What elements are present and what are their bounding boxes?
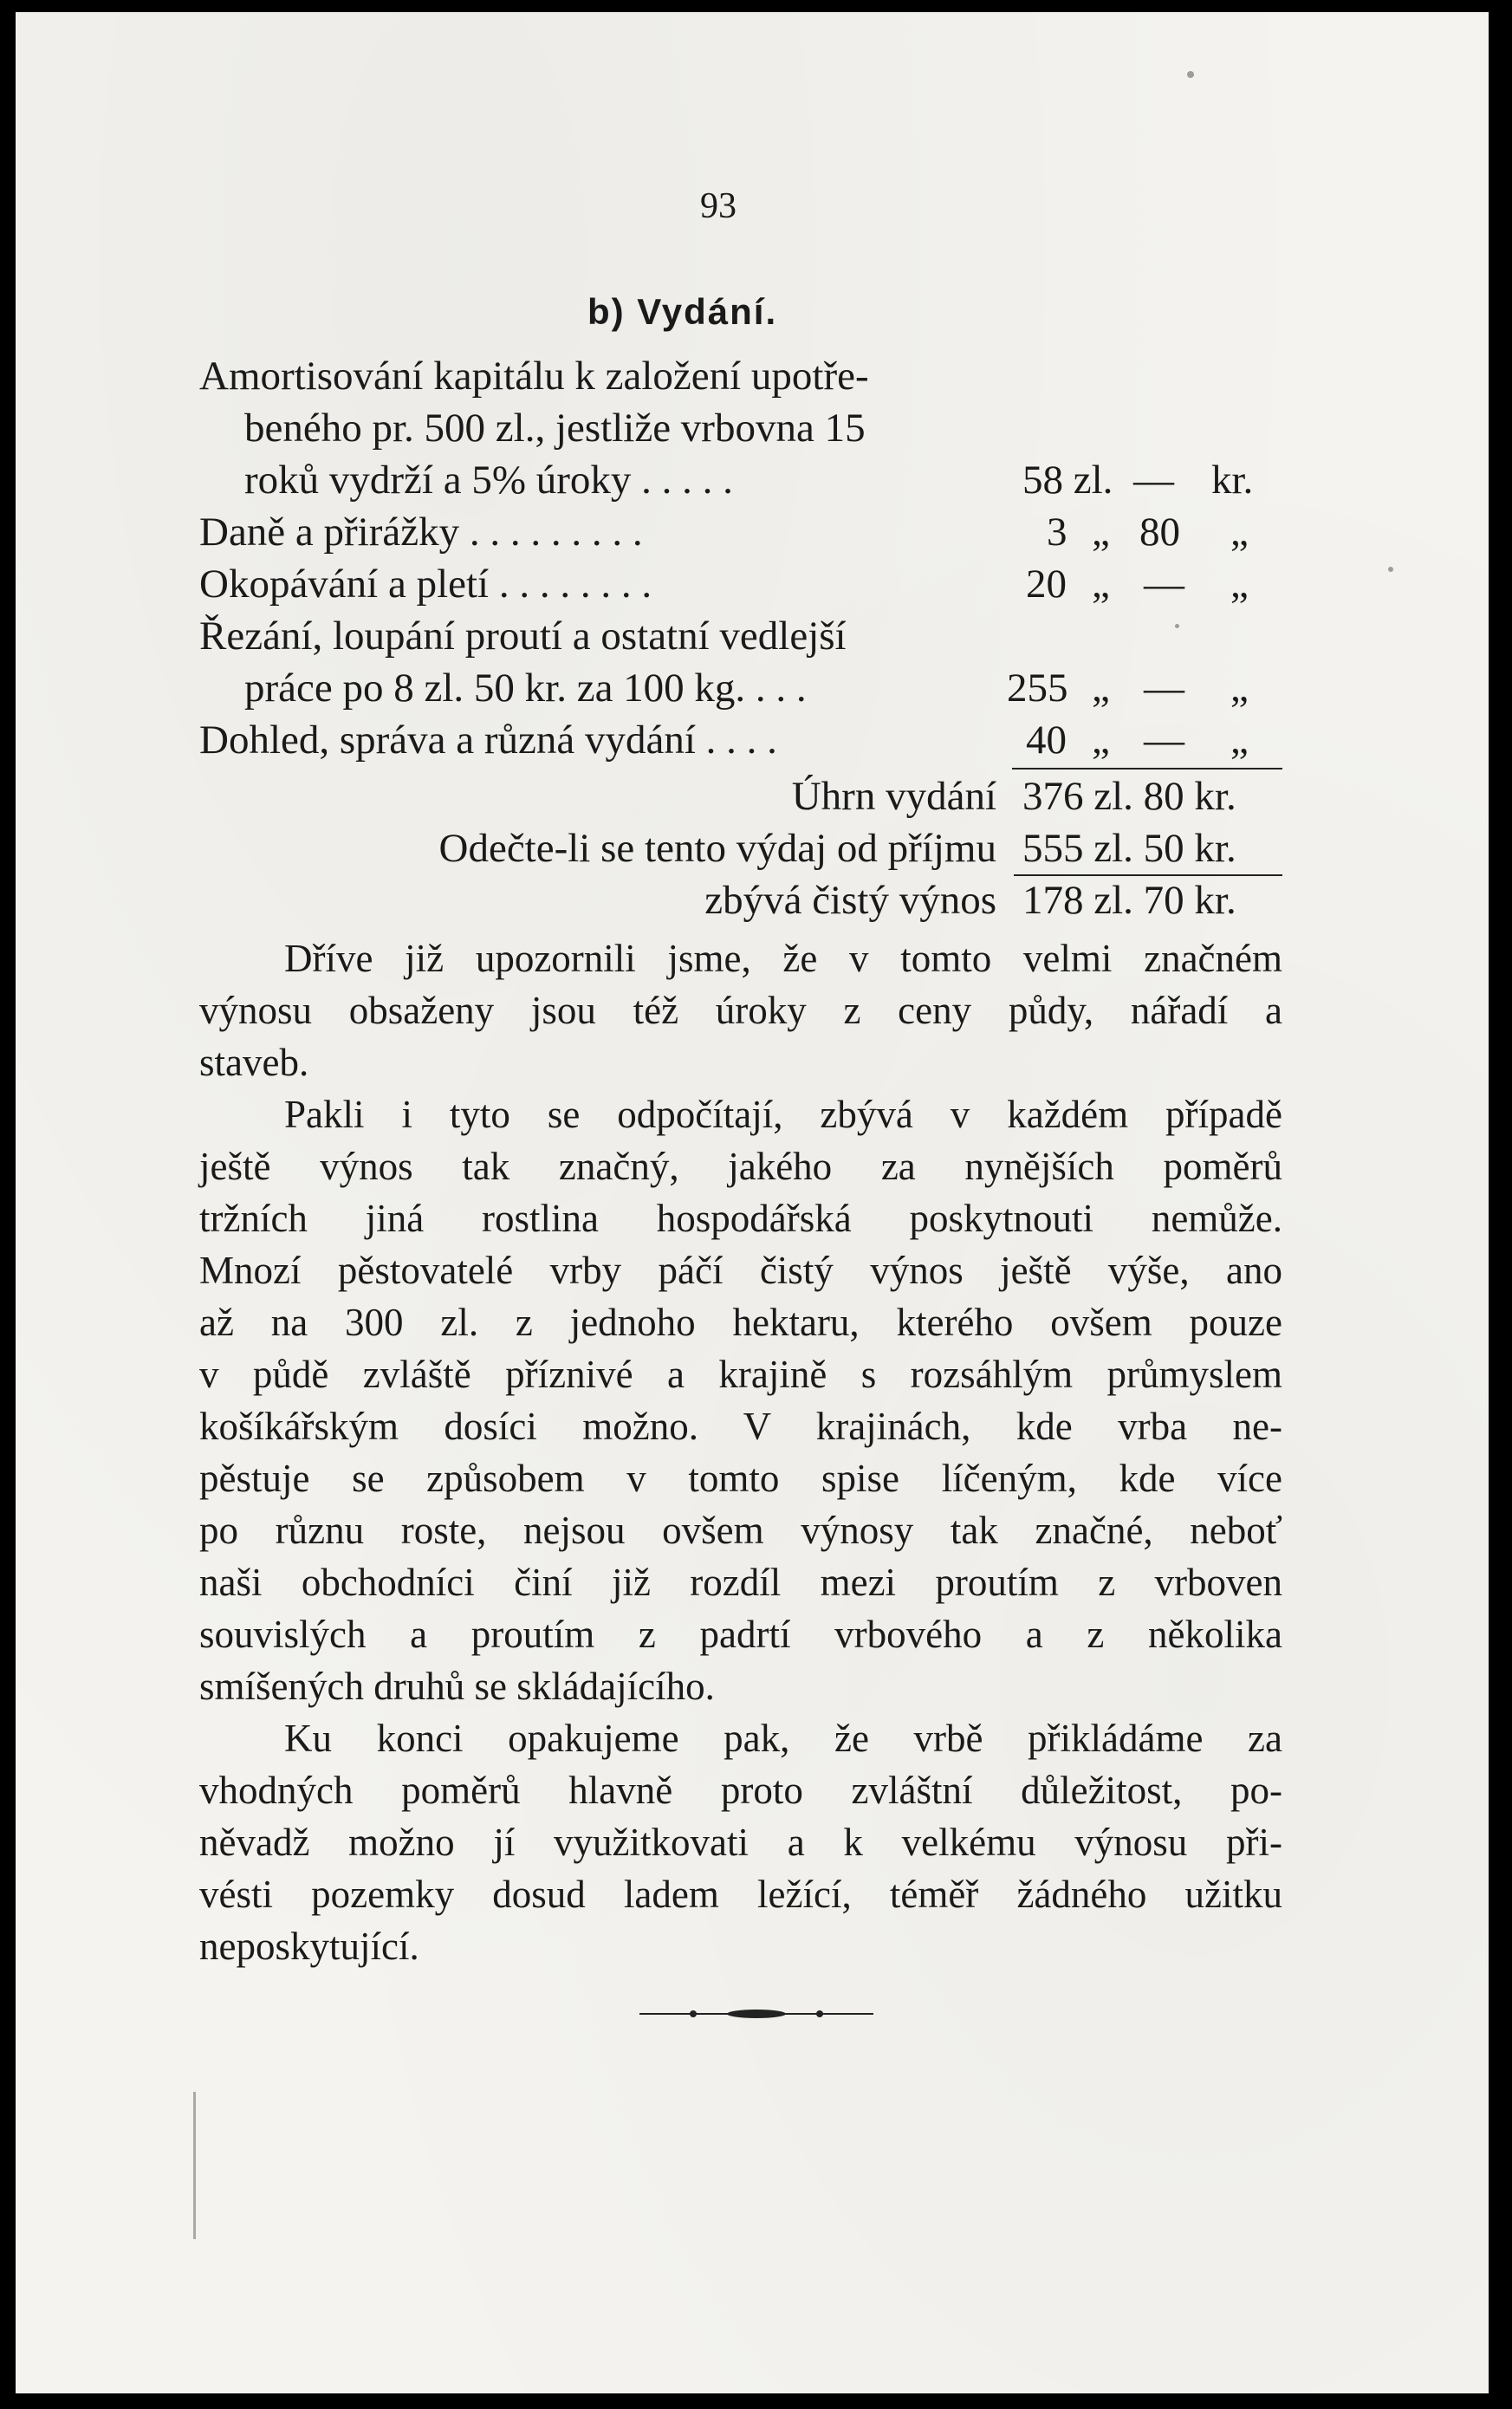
text-line: smíšených druhů se skládajícího. — [199, 1665, 715, 1708]
total-row — [199, 822, 1282, 874]
amount-mid: — — [1144, 666, 1184, 711]
text-line: po různu roste, nejsou ovšem výnosy tak značné, neboť — [199, 1509, 1282, 1552]
expense-row — [199, 454, 1282, 506]
total-value: 376 zl. 80 kr. — [1022, 774, 1236, 819]
total-value: 178 zl. 70 kr. — [1022, 878, 1236, 923]
text-line: něvadž možno jí využitkovati a k velkému výnosu při- — [199, 1821, 1282, 1864]
total-row — [199, 874, 1282, 926]
text-line: Mnozí pěstovatelé vrby páčí čistý výnos ještě výše, ano — [199, 1249, 1282, 1292]
scan-speck — [1388, 567, 1393, 572]
amount-zl: 255 — [1007, 666, 1068, 711]
expense-row — [199, 714, 1282, 766]
total-row — [199, 770, 1282, 822]
expense-row — [199, 610, 1282, 662]
amount-mid: — — [1144, 562, 1184, 607]
expense-row — [199, 558, 1282, 610]
paragraph — [199, 932, 1282, 1088]
text-line: staveb. — [199, 1041, 309, 1084]
scan-speck — [1175, 624, 1179, 628]
total-label: Odečte-li se tento výdaj od příjmu — [438, 826, 996, 871]
expense-text: Řezání, loupání proutí a ostatní vedlejší — [199, 614, 847, 659]
page-number: 93 — [700, 186, 737, 226]
total-value: 555 zl. 50 kr. — [1022, 826, 1236, 871]
amount-zl: 3 — [1047, 510, 1067, 555]
text-line: až na 300 zl. z jednoho hektaru, kterého ovšem pouze — [199, 1301, 1282, 1344]
amount-zl: 58 zl. — [1022, 458, 1113, 503]
text-line: pěstuje se způsobem v tomto spise líčeným, kde více — [199, 1457, 1282, 1500]
expense-text: Daně a přirážky . . . . . . . . . — [199, 510, 643, 555]
expense-text: práce po 8 zl. 50 kr. za 100 kg. . . . — [244, 666, 807, 711]
amount-mid: — — [1133, 458, 1174, 503]
expense-text: roků vydrží a 5% úroky . . . . . — [244, 458, 733, 503]
expense-text: beného pr. 500 zl., jestliže vrbovna 15 — [244, 406, 866, 451]
ditto-mark: „ — [1230, 718, 1249, 763]
scan-speck — [1187, 71, 1194, 78]
ditto-mark: „ — [1092, 718, 1110, 763]
expense-text: Amortisování kapitálu k založení upotře- — [199, 354, 869, 399]
text-line: ještě výnos tak značný, jakého za nynějších poměrů — [199, 1145, 1282, 1188]
text-line: souvislých a proutím z padrtí vrbového a z několika — [199, 1613, 1282, 1656]
ditto-mark: „ — [1092, 562, 1110, 607]
expense-row — [199, 350, 1282, 402]
ditto-mark: „ — [1230, 666, 1249, 711]
amount-mid: 80 — [1139, 510, 1180, 555]
expense-text: Okopávání a pletí . . . . . . . . — [199, 562, 652, 607]
book-page — [16, 12, 1489, 2393]
text-line: Pakli i tyto se odpočítají, zbývá v každém případě — [284, 1093, 1282, 1136]
expense-row — [199, 506, 1282, 558]
ditto-mark: „ — [1092, 666, 1110, 711]
text-line: výnosu obsaženy jsou též úroky z ceny půdy, nářadí a — [199, 989, 1282, 1032]
text-line: naši obchodníci činí již rozdíl mezi proutím z vrboven — [199, 1561, 1282, 1604]
total-label: Úhrn vydání — [791, 774, 996, 819]
text-line: košíkářským dosíci možno. V krajinách, kde vrba ne- — [199, 1405, 1282, 1448]
end-ornament — [639, 2005, 873, 2023]
expense-row — [199, 402, 1282, 454]
paragraph — [199, 1712, 1282, 1972]
text-line: vésti pozemky dosud ladem ležící, téměř žádného užitku — [199, 1873, 1282, 1916]
text-line: tržních jiná rostlina hospodářská poskytnouti nemůže. — [199, 1197, 1282, 1240]
text-line: v půdě zvláště příznivé a krajině s rozsáhlým průmyslem — [199, 1353, 1282, 1396]
text-line: Ku konci opakujeme pak, že vrbě přikládáme za — [284, 1717, 1282, 1760]
amount-zl: 20 — [1026, 562, 1067, 607]
section-heading: b) Vydání. — [587, 291, 778, 332]
expense-text: Dohled, správa a různá vydání . . . . — [199, 718, 777, 763]
expense-row — [199, 662, 1282, 714]
text-line: neposkytující. — [199, 1925, 419, 1968]
amount-zl: 40 — [1026, 718, 1067, 763]
sum-rule — [1012, 768, 1282, 769]
paragraph — [199, 1088, 1282, 1712]
amount-kr: kr. — [1211, 458, 1254, 503]
text-line: vhodných poměrů hlavně proto zvláštní důležitost, po- — [199, 1769, 1282, 1812]
ditto-mark: „ — [1230, 510, 1249, 555]
ditto-mark: „ — [1092, 510, 1110, 555]
text-line: Dříve již upozornili jsme, že v tomto velmi značném — [284, 937, 1282, 980]
scan-mark — [193, 2092, 196, 2239]
ditto-mark: „ — [1230, 562, 1249, 607]
total-label: zbývá čistý výnos — [704, 878, 996, 923]
amount-mid: — — [1144, 718, 1184, 763]
